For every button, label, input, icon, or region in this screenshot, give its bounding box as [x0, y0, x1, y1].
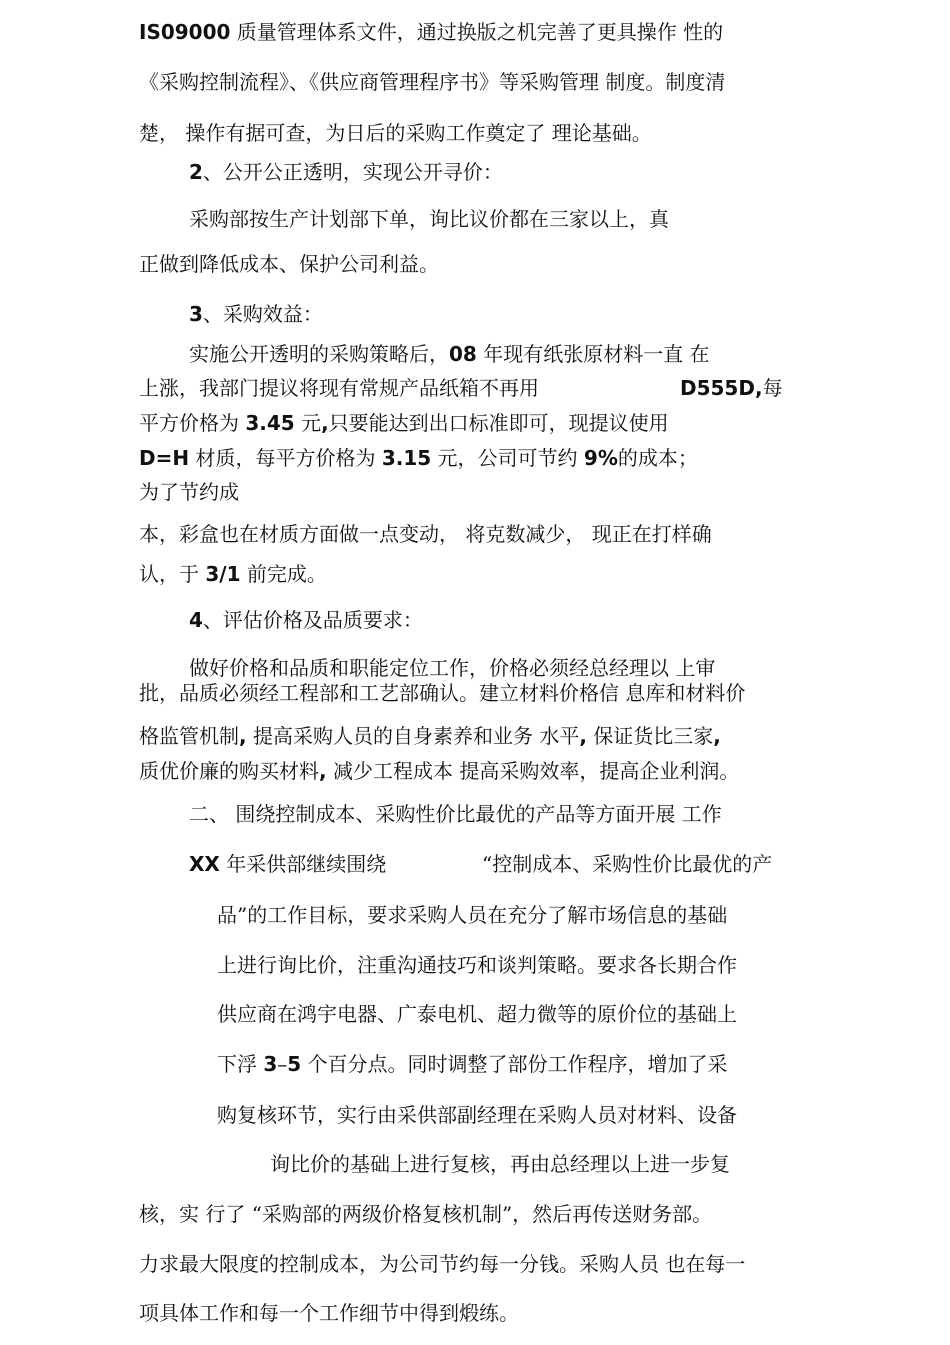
- text-run: 个百分点。同时调整了部份工作程序，增加了采: [301, 1052, 728, 1076]
- bold-text: XX: [189, 852, 220, 876]
- text-line: [139, 562, 327, 586]
- text-line: [139, 724, 721, 748]
- bold-text: 2: [189, 160, 203, 184]
- text-run: 楚， 操作有据可查，为日后的采购工作奠定了 理论基础。: [139, 121, 652, 145]
- text-line: [139, 446, 698, 470]
- text-line: [139, 411, 669, 435]
- text-run: 、采购效益：: [202, 302, 323, 326]
- text-run: 购复核环节，实行由采供部副经理在采购人员对材料、设备: [217, 1103, 737, 1127]
- text-run: 的成本；: [617, 446, 698, 470]
- text-line: [217, 953, 737, 977]
- text-run: 认，于: [139, 562, 206, 586]
- section-heading: [189, 608, 423, 632]
- bold-text: ,: [319, 759, 327, 783]
- text-line: [482, 852, 772, 876]
- text-run: 核，实 行了 “采购部的两级价格复核机制”，然后再传送财务部。: [139, 1202, 713, 1226]
- text-run: 只要能达到出口标准即可，现提议使用: [328, 411, 669, 435]
- text-run: 元: [294, 411, 322, 435]
- text-run: 提高采购人员的自身素养和业务 水平: [246, 724, 580, 748]
- text-run: 、公开公正透明，实现公开寻价：: [202, 160, 503, 184]
- text-run: 本，彩盒也在材质方面做一点变动， 将克数减少， 现正在打样确: [139, 522, 712, 546]
- text-line: [139, 1252, 745, 1276]
- text-run: 年现有纸张原材料一直 在: [476, 342, 710, 366]
- text-run: 力求最大限度的控制成本，为公司节约每一分钱。采购人员 也在每一: [139, 1252, 746, 1276]
- bold-text: 4: [189, 608, 203, 632]
- text-run: 批，品质必须经工程部和工艺部确认。建立材料价格信 息库和材料价: [139, 681, 746, 705]
- section-heading: [189, 160, 503, 184]
- text-line: [189, 207, 669, 231]
- text-line: [189, 852, 386, 876]
- text-line: [139, 681, 745, 705]
- text-run: –: [277, 1052, 288, 1076]
- bold-text: 3/1: [205, 562, 241, 586]
- text-line: [139, 252, 439, 276]
- text-run: 采购部按生产计划部下单，询比议价都在三家以上，真: [189, 207, 669, 231]
- text-run: 减少工程成本 提高采购效率，提高企业利润。: [326, 759, 740, 783]
- text-run: “控制成本、采购性价比最优的产: [482, 852, 773, 876]
- text-run: 下浮: [217, 1052, 264, 1076]
- text-run: 供应商在鸿宇电器、广泰电机、超力微等的原价位的基础上: [217, 1002, 737, 1026]
- text-run: 质优价廉的购买材料: [139, 759, 319, 783]
- bold-text: ,: [239, 724, 247, 748]
- text-line: [680, 376, 783, 400]
- text-run: 上涨，我部门提议将现有常规产品纸箱不再用: [139, 376, 539, 400]
- text-run: 、评估价格及品质要求：: [202, 608, 423, 632]
- text-run: 质量管理体系文件，通过换版之机完善了更具操作 性的: [230, 20, 724, 44]
- text-run: 保证货比三家: [586, 724, 714, 748]
- text-line: [139, 121, 652, 145]
- text-run: 《采购控制流程》、《供应商管理程序书》等采购管理 制度。制度清: [139, 70, 726, 94]
- text-run: 格监管机制: [139, 724, 239, 748]
- text-line: [217, 1052, 728, 1076]
- text-run: 项具体工作和每一个工作细节中得到煅练。: [139, 1301, 519, 1325]
- section-heading: [189, 302, 323, 326]
- bold-text: 3: [189, 302, 203, 326]
- text-line: [139, 1301, 519, 1325]
- bold-text: 5: [287, 1052, 302, 1076]
- text-line: [189, 656, 715, 680]
- text-line: [139, 20, 723, 44]
- text-run: 询比价的基础上进行复核，再由总经理以上进一步复: [270, 1152, 730, 1176]
- section-heading: [189, 802, 722, 826]
- text-line: [217, 903, 727, 927]
- text-line: [139, 522, 712, 546]
- bold-text: D=H: [139, 446, 190, 470]
- text-line: [139, 376, 539, 400]
- text-run: 上进行询比价，注重沟通技巧和谈判策略。要求各长期合作: [217, 953, 737, 977]
- text-line: [189, 342, 710, 366]
- text-run: 品”的工作目标，要求采购人员在充分了解市场信息的基础: [217, 903, 728, 927]
- bold-text: ,: [713, 724, 721, 748]
- text-run: 为了节约成: [139, 480, 239, 504]
- bold-text: IS09000: [139, 20, 231, 44]
- bold-text: 3.15: [381, 446, 432, 470]
- text-run: 前完成。: [240, 562, 327, 586]
- text-line: [139, 1202, 712, 1226]
- text-line: [139, 759, 739, 783]
- text-run: 年采供部继续围绕: [219, 852, 387, 876]
- bold-text: D555D,: [680, 376, 763, 400]
- bold-text: ,: [321, 411, 329, 435]
- text-line: [139, 480, 239, 504]
- bold-text: 9%: [583, 446, 618, 470]
- text-run: 元，公司可节约: [431, 446, 584, 470]
- text-line: [217, 1103, 737, 1127]
- text-run: 二、 围绕控制成本、采购性价比最优的产品等方面开展 工作: [189, 802, 722, 826]
- bold-text: 3: [263, 1052, 278, 1076]
- text-run: 正做到降低成本、保护公司利益。: [139, 252, 439, 276]
- bold-text: 08: [449, 342, 477, 366]
- text-run: 材质，每平方价格为: [189, 446, 382, 470]
- bold-text: 3.45: [245, 411, 295, 435]
- text-run: 平方价格为: [139, 411, 246, 435]
- text-run: 做好价格和品质和职能定位工作，价格必须经总经理以 上审: [189, 656, 716, 680]
- text-line: [217, 1002, 737, 1026]
- text-line: [139, 70, 725, 94]
- text-line: [270, 1152, 730, 1176]
- text-run: 每: [762, 376, 783, 400]
- text-run: 实施公开透明的采购策略后，: [189, 342, 449, 366]
- bold-text: ,: [579, 724, 587, 748]
